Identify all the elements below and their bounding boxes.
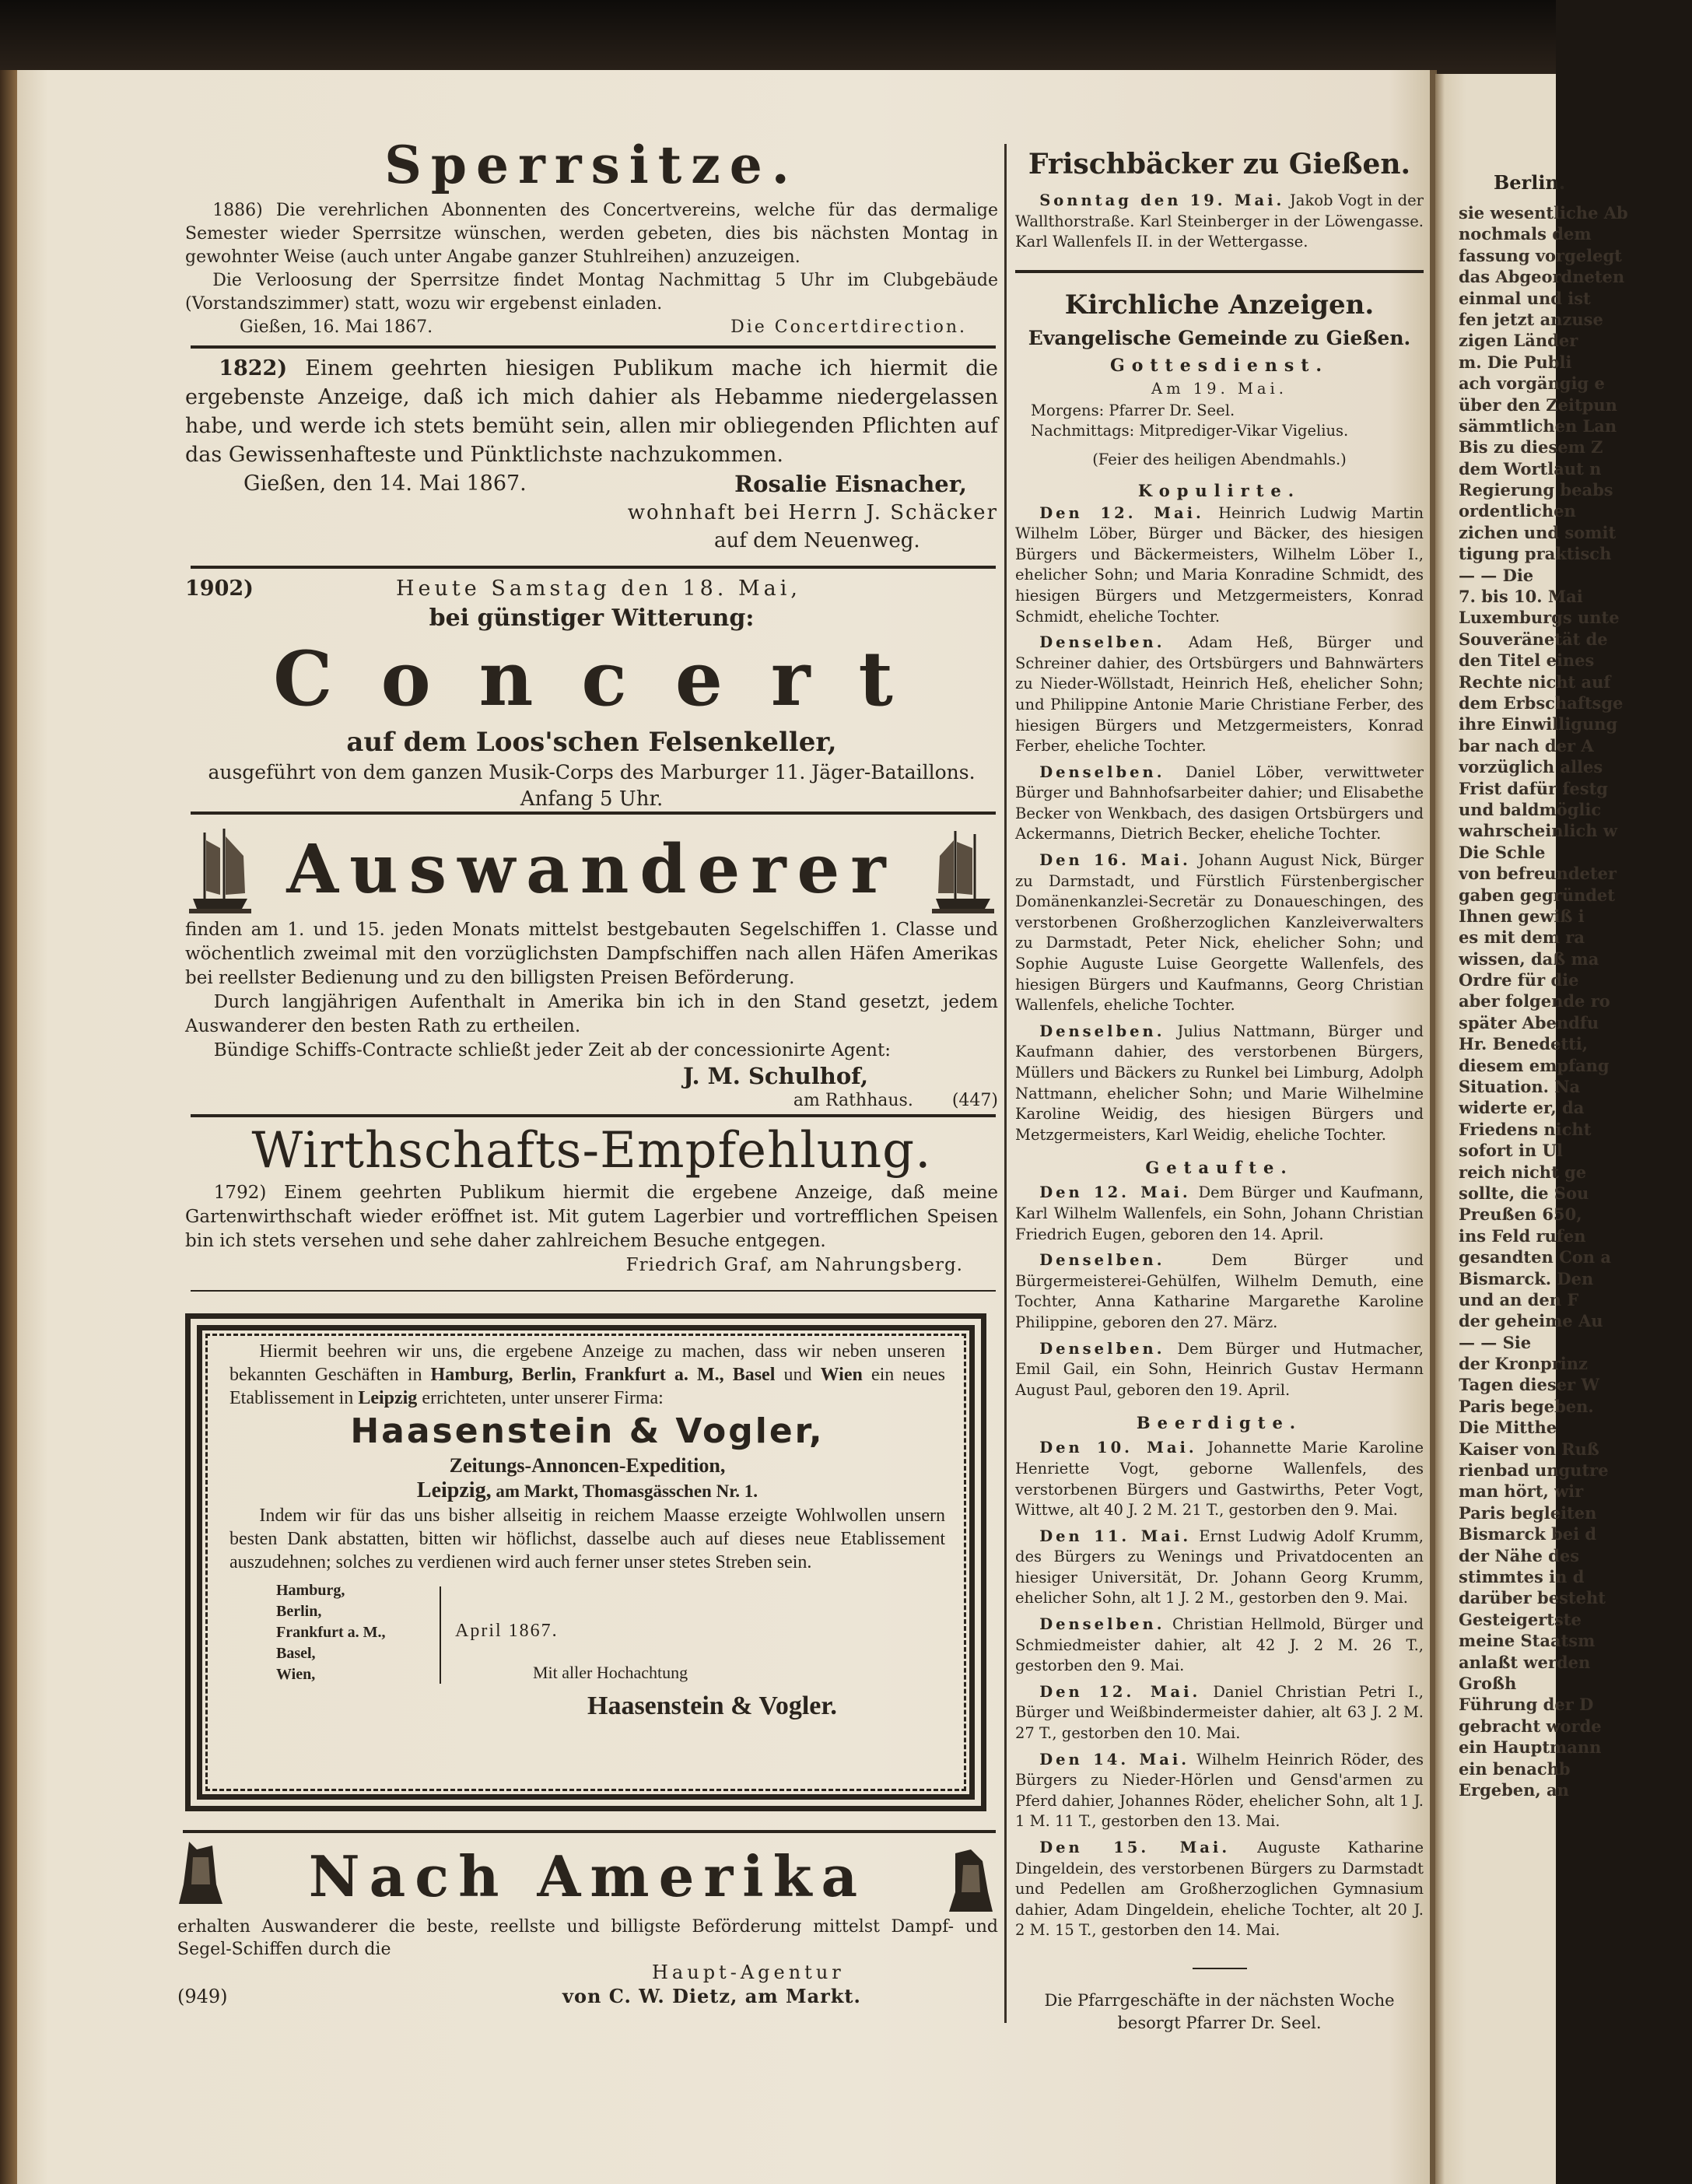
adjacent-page-line: Paris begleiten [1459,1502,1597,1523]
entry-date: Den 10. Mai. [1039,1439,1197,1457]
intro-text: und [775,1365,821,1385]
adjacent-page-line: dem Erbschaftsge [1459,692,1624,713]
adjacent-page-line: sämmtlichen Lan [1459,415,1617,436]
ship-illustration [948,1846,994,1916]
adjacent-page-line: Bismarck. Den [1459,1268,1594,1288]
adjacent-page-line: meine Staatsm [1459,1631,1596,1651]
adjacent-page-line: Paris begeben. [1459,1396,1594,1416]
intro-text: errichteten, unter unserer Firma: [417,1388,664,1408]
service-note: (Feier des heiligen Abendmahls.) [1092,450,1347,468]
adjacent-page-line: ach vorgängig e [1459,373,1605,394]
entry-date: Den 14. Mai. [1039,1750,1190,1769]
address-line: wohnhaft bei Herrn J. Schäcker [627,501,998,524]
letter-date: April 1867. [455,1621,559,1641]
short-divider [1193,1968,1247,1969]
entry-date: Den 12. Mai. [1039,1682,1201,1701]
adjacent-page-line: Friedens nicht [1459,1119,1592,1139]
entry-date: Denselben. [1039,1615,1165,1634]
gottesdienst-heading: Gottesdienst. [1109,355,1329,376]
right-column [1015,144,1424,2035]
divider-rule [191,345,996,349]
afternoon-service: Nachmittags: Mitprediger-Vikar Vigelius. [1031,422,1349,440]
ad-hebamme [185,354,998,555]
adjacent-page-line: diesem empfang [1459,1055,1610,1075]
sperrsitze-text-2: Die Verloosung der Sperrsitze findet Montag Nachmittag 5 Uhr im Clubgebäude (Vorstandszimmer) statt, wozu wir ergebenst einladen. [185,271,998,314]
adjacent-page-line: m. Die Publi [1459,352,1572,372]
concert-venue: auf dem Loos'schen Felsenkeller, [346,727,837,758]
adjacent-page-line: anlaßt werden [1459,1652,1591,1672]
entry-text: Daniel Christian Petri I., Bürger und Weißbindermeister dahier, alt 63 J. 2 M. 27 T., gestorben den 10. Mai. [1015,1682,1424,1743]
adjacent-page-line: 7. bis 10. Mai [1459,587,1583,607]
adjacent-page-line: Regierung beabs [1459,480,1613,500]
agent-address: am Rathhaus. [793,1091,913,1110]
adjacent-page-line: ins Feld rufen [1459,1225,1586,1246]
ad-wirthschaft [185,1120,998,1278]
getaufte-heading: Getaufte. [1145,1158,1294,1178]
brace [440,1586,441,1684]
adjacent-page-line: Preußen 650, [1459,1204,1582,1225]
morning-service: Morgens: Pfarrer Dr. Seel. [1031,401,1235,419]
adjacent-page-line: von befreundeter [1459,864,1617,884]
ad-auswanderer [185,821,998,1113]
city-item: Frankfurt a. M., [276,1624,386,1641]
entry-text: Wilhelm Heinrich Röder, des Bürgers zu Nieder-Hörlen und Gensd'armen zu Pferd dahier, Johannes Röder, ehelicher Sohn, alt 1 J. 1 M. 11 T., gestorben den 13. Mai. [1015,1750,1424,1831]
ad-reference: (949) [177,1986,228,2007]
register-entry [1015,1750,1424,1832]
register-entry [1015,1682,1424,1744]
adjacent-page-line: zigen Länder [1459,331,1578,351]
entry-text: Heinrich Ludwig Martin Wilhelm Löber, Bürger und Bäcker, des hiesigen Bürgers und Bäckermeisters, Wilhelm Löber I., ehelicher Sohn; und Maria Konradine Schmidt, des hiesigen Bürgers und Metzgermeisters, Konrad Schmidt, eheliche Tochter. [1015,503,1424,626]
entry-date: Den 12. Mai. [1039,1183,1191,1202]
register-entry [1015,850,1424,1016]
kirche-title: Kirchliche Anzeigen. [1064,289,1375,321]
register-entry [1015,633,1424,757]
entry-text: Ernst Ludwig Adolf Krumm, des Bürgers zu Wenings und Privatdocenten an hiesiger Universität, Dr. Johann Georg Krumm, ehelicher Sohn, alt 1 J. 2 M., gestorben den 9. Mai. [1015,1527,1424,1607]
concert-weather: bei günstiger Witterung: [429,605,755,632]
address-line: auf dem Neuenweg. [714,529,920,552]
ad-number: 1792) [213,1183,267,1203]
amerika-text: erhalten Auswanderer die beste, reellste und billigste Beförderung mittelst Dampf- und Segel-Schiffen durch die [177,1917,998,1959]
sperrsitze-title: Sperrsitze. [384,135,799,195]
adjacent-page-line: der geheime Au [1459,1311,1603,1331]
adjacent-page-line: sie wesentliche Ab [1459,203,1628,223]
entry-text: Johann August Nick, Bürger zu Darmstadt, und Fürstlich Fürstenbergischer Domänenkanzlei-Secretär zu Donaueschingen, des verstorbenen Großherzoglichen Kanzleiverwalters zu Darmstadt, Peter Nick, ehelicher Sohn; und Sophie Auguste Luise Georgette Wallenfels, des hiesigen Bürgers und Kaufmanns, Georg Christian Wallenfels, eheliche Tochter. [1015,851,1424,1015]
adjacent-page-title: Berlin. [1494,171,1566,194]
entry-date: Denselben. [1039,633,1165,652]
ad-haasenstein-vogler [229,1340,945,1723]
adjacent-page-line: fassung vorgelegt [1459,245,1622,265]
adjacent-page-line: tigung praktisch [1459,544,1612,564]
adjacent-page-line: sollte, die Sou [1459,1183,1589,1203]
signature: Die Concertdirection. [730,317,967,337]
entry-date: Den 15. Mai. [1039,1839,1231,1856]
ship-illustration [177,1838,224,1908]
adjacent-page-line: — — Die [1459,565,1534,585]
signature-name: Rosalie Eisnacher, [734,471,967,497]
adjacent-page-line: wahrscheinlich w [1459,821,1617,841]
adjacent-page-line: reich nicht ge [1459,1162,1587,1182]
divider-rule [191,566,996,569]
kopulirte-list [1015,503,1424,1146]
gemeinde-title: Evangelische Gemeinde zu Gießen. [1028,326,1411,349]
divider-rule [183,1830,996,1833]
agent-name: J. M. Schulhof, [683,1063,869,1089]
closing: Mit aller Hochachtung [533,1663,688,1682]
adjacent-page-line: Rechte nicht auf [1459,671,1611,692]
firm-body-text: Indem wir für das uns bisher allseitig in reichem Maasse erzeigte Wohlwollen unsern besten Dank abstatten, bitten wir höflichst, dasselbe auch auf dieses neue Etablissement auszudehnen; solches zu verdienen wird auch ferner unser stetes Streben sein. [229,1506,945,1572]
entry-date: Denselben. [1039,1339,1165,1358]
register-entry [1015,1250,1424,1333]
adjacent-page-line: gesandten Con a [1459,1247,1611,1267]
adjacent-page [1435,74,1628,2184]
entry-text: Auguste Katharine Dingeldein, des verstorbenen Bürgers zu Darmstadt und Pedellen am Großherzoglichen Gymnasium dahier, Adam Dingeldein, eheliche Tochter, alt 20 J. 2 M. 15 T., gestorben den 14. Mai. [1015,1839,1424,1940]
register-entry [1015,762,1424,845]
adjacent-page-line: Luxemburgs unte [1459,608,1620,628]
divider-rule [191,1114,996,1117]
adjacent-page-line: ein Hauptmann [1459,1737,1602,1758]
entry-text: Johannette Marie Karoline Henriette Vogt, geborne Wallenfels, des verstorbenen Bürgers und Gastwirths, Peter Vogt, Wittwe, alt 40 J. 2 M. 21 T., gestorben den 9. Mai. [1015,1439,1424,1520]
adjacent-page-line: ordentlichen [1459,501,1576,521]
adjacent-page-line: Frist dafür festg [1459,778,1608,798]
intro-city: Wien [820,1365,863,1385]
adjacent-page-line: Großh [1459,1673,1517,1693]
pfarr-notice: Die Pfarrgeschäfte in der nächsten Woche besorgt Pfarrer Dr. Seel. [1044,1990,1395,2032]
ad-sperrsitze [185,134,998,339]
amerika-title: Nach Amerika [308,1843,867,1909]
agent-name: von C. W. Dietz, am Markt. [562,1985,861,2007]
adjacent-page-line: bar nach der A [1459,735,1594,755]
adjacent-page-line: das Abgeordneten [1459,267,1625,287]
divider-rule [191,812,996,815]
baecker-date: Sonntag den 19. Mai. [1039,191,1285,209]
ad-number: 1902) [185,577,254,601]
entry-text: Christian Hellmold, Bürger und Schmiedmeister dahier, alt 42 J. 2 M. 26 T., gestorben den 9. Mai. [1015,1615,1424,1675]
adjacent-page-line: stimmtes in d [1459,1567,1585,1586]
firm-address: am Markt, Thomasgässchen Nr. 1. [496,1481,758,1501]
ad-concert [185,574,998,812]
adjacent-page-line: sofort in Ul [1459,1141,1563,1161]
adjacent-page-line: ihre Einwilligung [1459,714,1618,734]
register-entry [1015,1183,1424,1245]
adjacent-page-line: der Kronprinz [1459,1354,1588,1374]
adjacent-page-line: wissen, daß ma [1459,948,1599,969]
intro-text: Hiermit beehren wir uns, die ergebene Anzeige zu machen, dass wir neben unseren bekannten Geschäften in [229,1341,945,1385]
adjacent-page-line: Bis zu diesem Z [1459,437,1603,457]
entry-date: Den 12. Mai. [1039,503,1204,522]
column-divider [1004,144,1007,2023]
concert-date: Heute Samstag den 18. Mai, [396,577,801,601]
firm-name: Haasenstein & Vogler, [350,1411,825,1451]
city-item: Hamburg, [276,1582,345,1599]
adjacent-page-line: Tagen dieser W [1459,1375,1600,1395]
intro-cities: Hamburg, Berlin, Frankfurt a. M., Basel [430,1365,776,1385]
adjacent-page-line: man hört, wir [1459,1481,1584,1502]
adjacent-page-line: es mit dem ra [1459,927,1585,948]
auswanderer-text: finden am 1. und 15. jeden Monats mittelst bestgebauten Segelschiffen 1. Classe und wöchentlich zweimal mit den vorzüglichsten Dampfschiffen nach allen Häfen Amerikas bei reellster Bedienung und zu den billigsten Preisen Beförderung. [185,920,998,988]
adjacent-page-line: rienbad ungutre [1459,1460,1609,1481]
getaufte-list [1015,1183,1424,1400]
entry-text: Dem Bürger und Hutmacher, Emil Gail, ein Sohn, Heinrich Gustav Hermann August Paul, geboren den 19. April. [1015,1339,1424,1399]
adjacent-page-line: — — Sie [1459,1332,1532,1352]
intro-city: Leipzig [358,1388,418,1408]
auswanderer-title: Auswanderer [286,830,897,909]
city-list [276,1580,386,1685]
ship-illustration [932,825,994,914]
beerdigte-list [1015,1438,1424,1941]
entry-date: Den 16. Mai. [1039,851,1191,870]
service-date: Am 19. Mai. [1151,379,1287,398]
register-entry [1015,1527,1424,1609]
adjacent-page-line: widerte er, da [1459,1098,1585,1118]
ad-nach-amerika [177,1838,998,2009]
adjacent-page-line: fen jetzt anzuse [1459,309,1603,329]
adjacent-page-line: Situation. Na [1459,1077,1581,1097]
adjacent-page-line: Führung der D [1459,1695,1594,1715]
concert-title: Concert [273,635,941,723]
register-entry [1015,503,1424,628]
entry-date: Denselben. [1039,1022,1165,1040]
entry-date: Den 11. Mai. [1039,1527,1192,1545]
register-entry [1015,1438,1424,1520]
entry-date: Denselben. [1039,1251,1165,1270]
adjacent-page-line: Die Mitthe [1459,1418,1557,1438]
baecker-text: Jakob Vogt in der Wallthorstraße. Karl Steinberger in der Löwengasse. Karl Wallenfels II. in der Wettergasse. [1015,191,1424,251]
entry-text: Daniel Löber, verwittweter Bürger und Bahnhofsarbeiter dahier; und Elisabethe Becker von Wenkbach, des dasigen Ortsbürgers und Ackermanns, Dietrich Becker, eheliche Tochter. [1015,762,1424,843]
divider-rule [1015,270,1424,273]
adjacent-page-line: gebracht worde [1459,1716,1602,1736]
adjacent-page-line: dem Wortlaut n [1459,458,1602,479]
entry-text: Adam Heß, Bürger und Schreiner dahier, des Ortsbürgers und Bahnwärters zu Nieder-Wöllstadt, Heinrich Heß, ehelicher Sohn; und Philippine Antonie Marie Christiane Ferber, des hiesigen Bürgers und Metzgermeisters, Konrad Ferber, eheliche Tochter. [1015,633,1424,755]
agency-label: Haupt-Agentur [652,1961,845,1983]
signature: Friedrich Graf, am Nahrungsberg. [625,1255,963,1275]
adjacent-page-line: später Abendfu [1459,1012,1599,1032]
concert-performers: ausgeführt von dem ganzen Musik-Corps des Marburger 11. Jäger-Bataillons. [208,761,976,784]
adjacent-page-line: zichen und somit [1459,522,1617,542]
adjacent-page-line: aber folgende ro [1459,991,1610,1011]
beerdigte-heading: Beerdigte. [1136,1413,1303,1433]
adjacent-page-line: Kaiser von Ruß [1459,1439,1599,1459]
adjacent-page-line: nochmals dem [1459,224,1592,244]
adjacent-page-line: und an den F [1459,1289,1579,1309]
entry-text: Dem Bürger und Bürgermeisterei-Gehülfen, Wilhelm Demuth, eine Tochter, Anna Katharine Margarethe Karoline Philippine, geboren den 27. März. [1015,1251,1424,1331]
adjacent-page-line: einmal und ist [1459,288,1591,308]
register-entry [1015,1838,1424,1941]
adjacent-page-line: Ordre für die [1459,970,1579,990]
sperrsitze-text: Die verehrlichen Abonnenten des Concertvereins, welche für das dermalige Semester wieder Sperrsitze wünschen, werden gebeten, dies bis nächsten Montag in gewohnter Weise (auch unter Angabe ganzer Stuhlreihen) anzuzeigen. [185,201,998,267]
wirthschaft-text: Einem geehrten Publikum hiermit die ergebene Anzeige, daß meine Gartenwirthschaft wieder eröffnet ist. Mit gutem Lagerbier und vortrefflichen Speisen bin ich stets versehen und sehe daher zahlreichem Besuche entgegen. [185,1183,998,1251]
ad-number: 1822) [219,356,288,380]
adjacent-page-line: darüber besteht [1459,1588,1606,1608]
firm-signature: Haasenstein & Vogler. [587,1691,837,1720]
divider-rule [191,1290,996,1292]
baecker-title: Frischbäcker zu Gießen. [1028,148,1411,181]
register-entry [1015,1022,1424,1146]
page-edge [0,70,17,2184]
adjacent-page-line: Hr. Benedetti, [1459,1034,1589,1054]
place-date: Gießen, 16. Mai 1867. [240,317,433,337]
adjacent-page-line: über den Zeitpun [1459,394,1617,415]
adjacent-page-line: gaben gegründet [1459,885,1615,905]
adjacent-page-line: der Nähe des [1459,1545,1580,1565]
adjacent-page-line: Ergeben, an [1459,1779,1569,1800]
auswanderer-text-2: Durch langjährigen Aufenthalt in Amerika bin ich in den Stand gesetzt, jedem Auswanderer den besten Rath zu ertheilen. [185,992,998,1036]
adjacent-page-text [1459,202,1692,1800]
ad-number: 1886) [212,201,263,220]
auswanderer-text-3: Bündige Schiffs-Contracte schließt jeder Zeit ab der concessionirte Agent: [213,1040,891,1060]
entry-text: Julius Nattmann, Bürger und Kaufmann dahier, des verstorbenen Bürgers, Müllers und Bäckers zu Runkel bei Limburg, Adolph Nattmann, ehelicher Sohn; und Marie Wilhelmine Karoline Weidig, des hiesigen Bürgers und Metzgermeisters, Karl Weidig, eheliche Tochter. [1015,1022,1424,1144]
hebamme-text: Einem geehrten hiesigen Publikum mache ich hiermit die ergebenste Anzeige, daß ich mich dahier als Hebamme niedergelassen habe, und werde ich stets bemüht sein, allen mir obliegenden Pflichten auf das Gewissenhafteste und Pünktlichste nachzukommen. [185,356,998,467]
entry-text: Dem Bürger und Kaufmann, Karl Wilhelm Wallenfels, ein Sohn, Johann Christian Friedrich Eugen, geboren den 14. April. [1015,1183,1424,1243]
register-entry [1015,1339,1424,1401]
firm-subtitle: Zeitungs-Annoncen-Expedition, [449,1454,726,1477]
concert-start: Anfang 5 Uhr. [520,787,664,811]
adjacent-page-line: Bismarck bei d [1459,1524,1597,1544]
adjacent-page-line: ein benachb [1459,1758,1571,1779]
entry-date: Denselben. [1039,762,1165,781]
kopulirte-heading: Kopulirte. [1137,480,1301,500]
register-entry [1015,1614,1424,1677]
adjacent-page-line: Die Schle [1459,842,1546,862]
adjacent-page-line: den Titel eines [1459,650,1595,671]
adjacent-page-line: Gesteigertste [1459,1609,1582,1629]
city-item: Berlin, [276,1603,322,1620]
adjacent-page-line: Ihnen gewiß i [1459,906,1585,926]
ship-illustration [189,825,251,914]
city-item: Basel, [276,1645,316,1662]
place-date: Gießen, den 14. Mai 1867. [243,472,527,496]
firm-city: Leipzig, [416,1478,492,1502]
adjacent-page-line: und baldmöglic [1459,799,1602,819]
ad-reference: (447) [951,1091,998,1110]
book-binding-shadow [0,0,1556,74]
adjacent-page-line: Souveränetät de [1459,629,1608,649]
adjacent-page-line: vorzüglich alles [1459,757,1603,777]
wirthschaft-title: Wirthschafts-Empfehlung. [251,1122,932,1180]
city-item: Wien, [276,1666,316,1683]
intro-text: ein neues Etablissement in [229,1365,946,1408]
